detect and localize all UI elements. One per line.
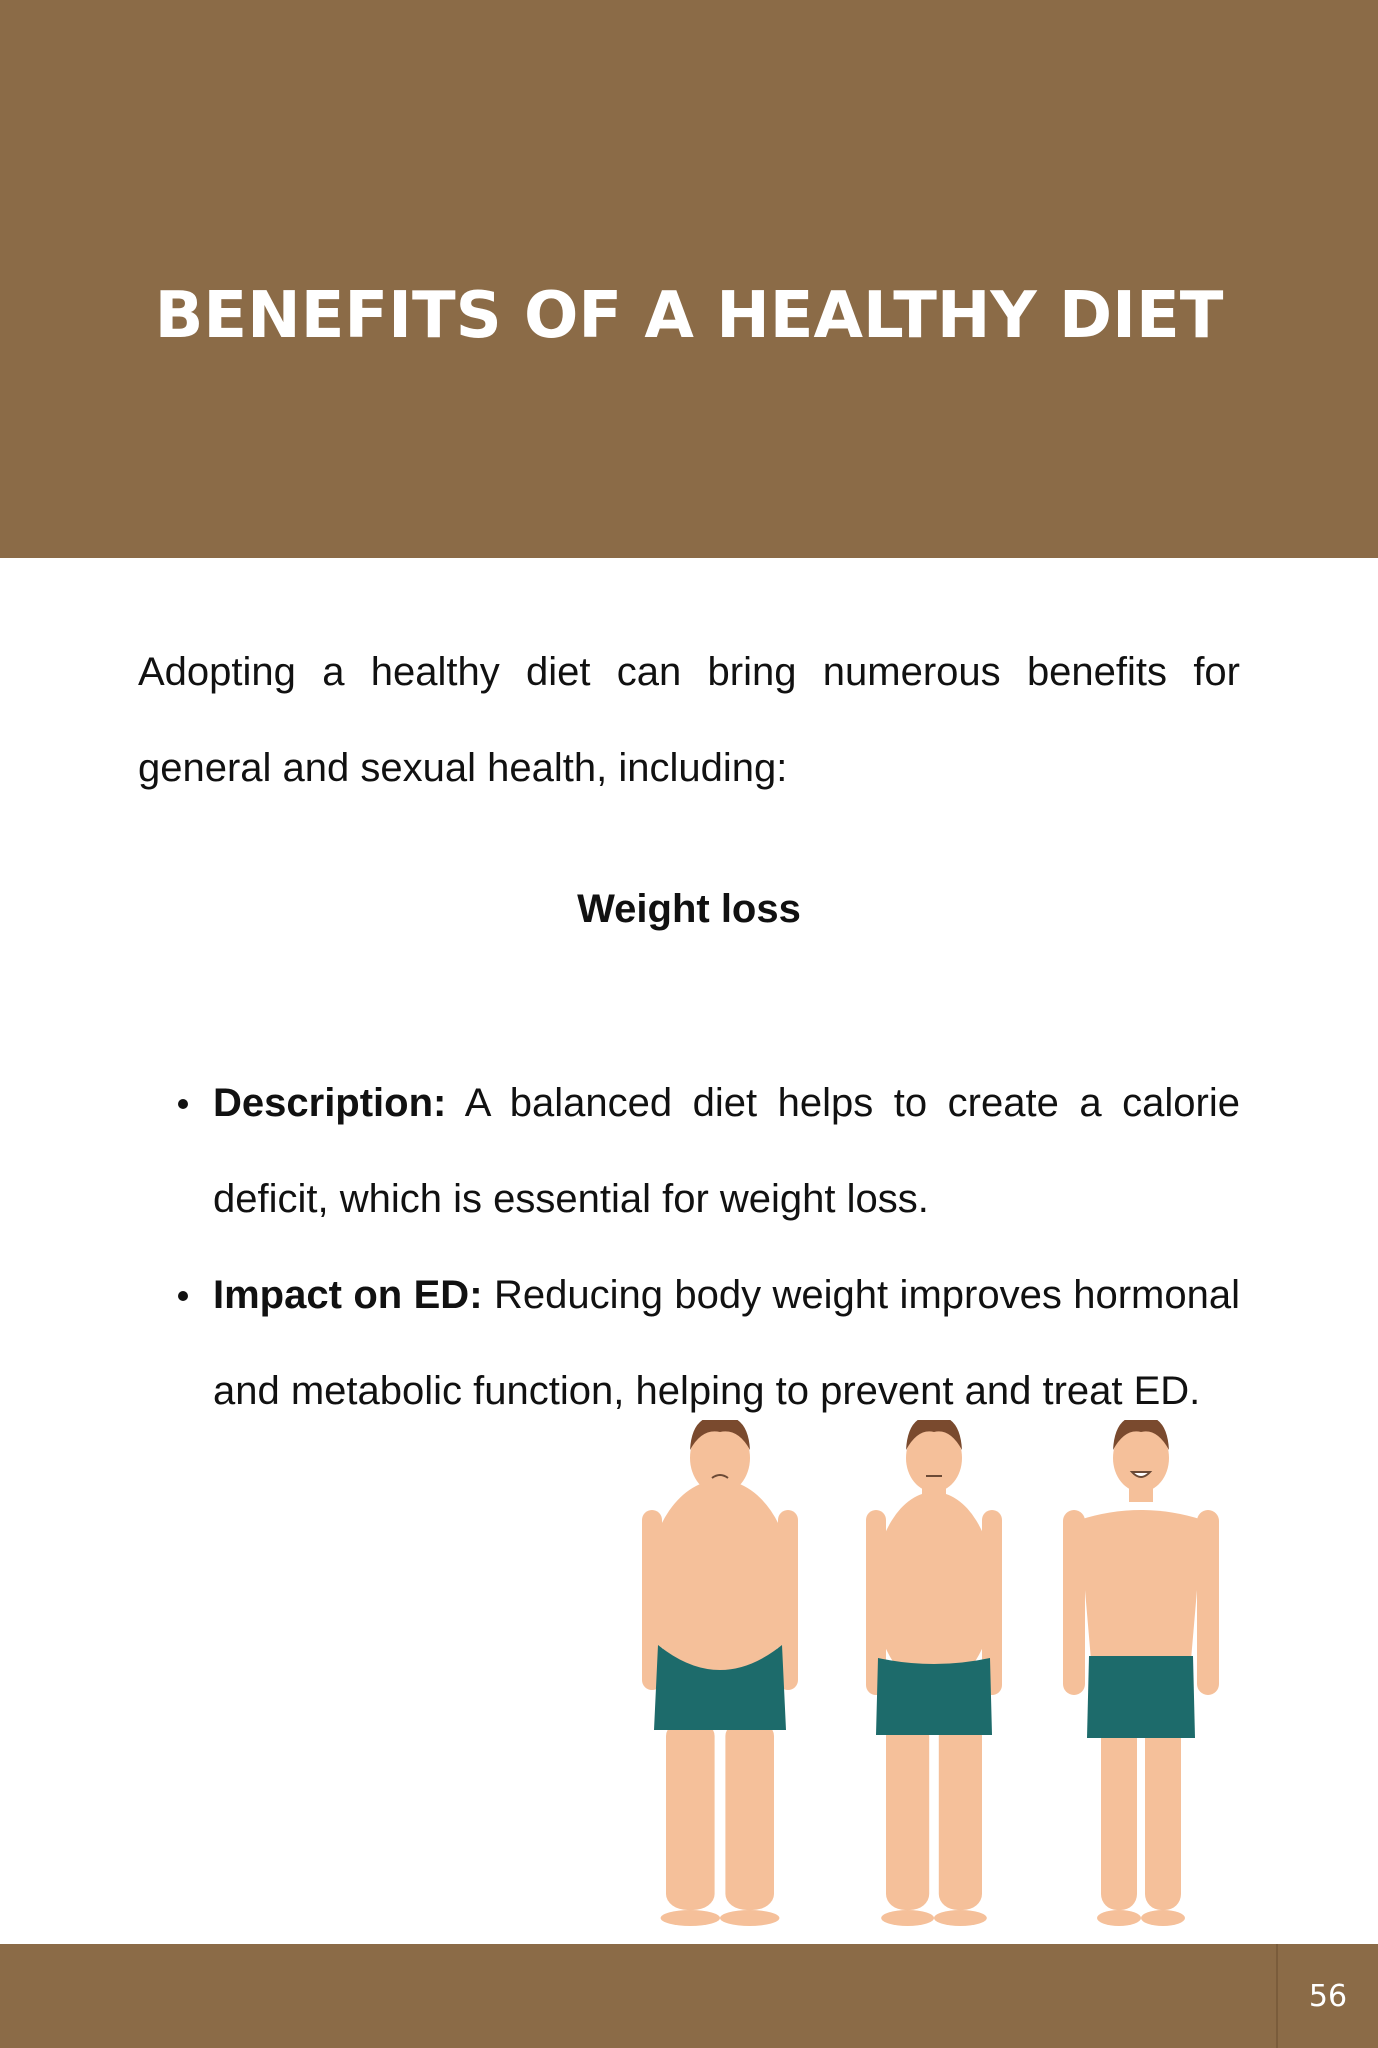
bullet-term: Description: <box>213 1081 447 1125</box>
bullet-dot-icon <box>178 1099 188 1109</box>
header-band <box>0 0 1378 558</box>
bullet-impact-on-ed <box>213 1247 1240 1439</box>
section-heading: Weight loss <box>577 887 801 931</box>
figure-medium <box>866 1420 1002 1926</box>
bullet-term: Impact on ED: <box>213 1273 483 1317</box>
page-number: 56 <box>1276 1944 1378 2048</box>
intro-paragraph: Adopting a healthy diet can bring numerous benefits for general and sexual health, including: <box>138 650 1240 790</box>
figure-heavy <box>642 1420 798 1926</box>
weight-loss-illustration <box>615 1420 1255 1945</box>
bullet-list <box>213 1055 1240 1439</box>
figure-fit <box>1063 1420 1219 1926</box>
bullet-text: Reducing body weight improves hormonal and metabolic function, helping to prevent and treat ED. <box>213 1273 1240 1413</box>
bullet-description <box>213 1055 1240 1247</box>
bullet-text: A balanced diet helps to create a calorie deficit, which is essential for weight loss. <box>213 1081 1240 1221</box>
footer-band <box>0 1944 1378 2048</box>
page-title: BENEFITS OF A HEALTHY DIET <box>154 279 1224 353</box>
bullet-dot-icon <box>178 1291 188 1301</box>
